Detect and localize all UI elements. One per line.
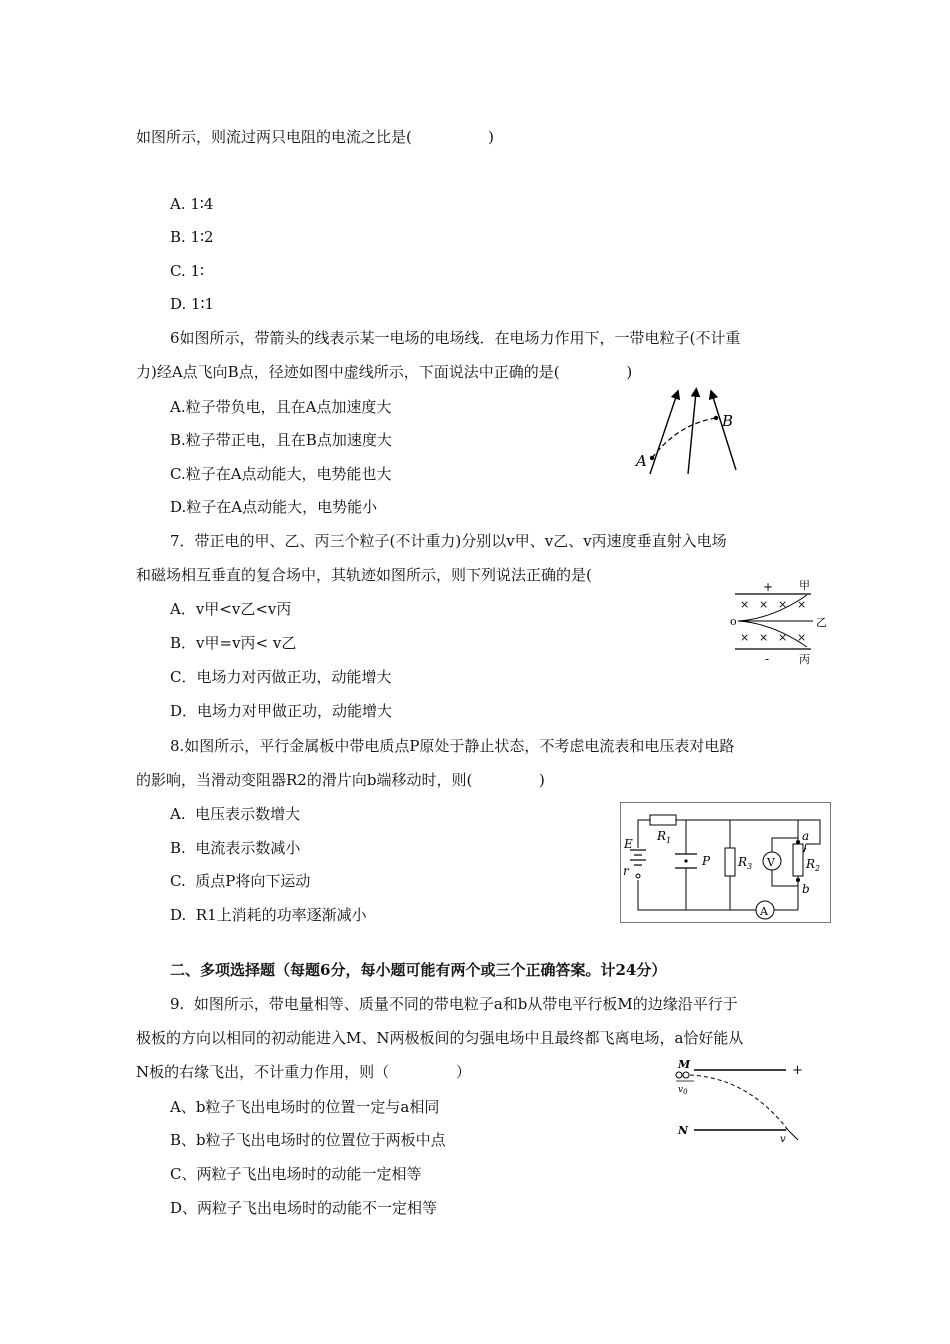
q8-option-c: C. 质点P将向下运动: [170, 872, 311, 890]
field-line-right: [712, 394, 736, 470]
field-cross: ×: [797, 631, 807, 644]
field-line-middle: [688, 392, 696, 474]
label-m: M: [678, 1058, 691, 1071]
terminal-a: [796, 840, 800, 844]
q6-field-lines-figure: [630, 388, 745, 478]
exit-velocity-arrow: [786, 1128, 798, 1140]
field-cross: ×: [759, 631, 769, 644]
q8-option-a: A. 电压表示数增大: [170, 805, 301, 823]
field-cross: ×: [759, 598, 769, 611]
resistor-r2: [793, 844, 803, 876]
q6-stem-line2: 力)经A点飞向B点，径迹如图中虚线所示，下面说法中正确的是( ): [136, 363, 633, 381]
label-e: E: [624, 837, 633, 851]
label-r2: $R_2$: [806, 857, 821, 873]
q6-option-a: A.粒子带负电，且在A点加速度大: [170, 398, 392, 416]
field-cross: ×: [740, 598, 750, 611]
particle-trajectory: [690, 1075, 788, 1130]
q7-option-d: D．电场力对甲做正功，动能增大: [170, 702, 393, 720]
circuit-wire: [638, 820, 650, 848]
q8-circuit-figure: [620, 802, 832, 924]
q5-option-c: C. 1∶: [170, 262, 204, 280]
label-n: N: [678, 1124, 689, 1137]
circuit-wire: [638, 880, 798, 910]
label-r1: $R_1$: [657, 829, 672, 845]
label-a: a: [802, 829, 810, 843]
label-v0: $v_0$: [678, 1085, 688, 1096]
q8-option-d: D. R1上消耗的功率逐渐减小: [170, 906, 367, 924]
point-a-label: A: [636, 452, 647, 470]
q9-stem-line2: 极板的方向以相同的初动能进入M、N两极板间的匀强电场中且最终都飞离电场，a恰好能从: [136, 1029, 744, 1047]
point-a-dot: [650, 456, 654, 460]
label-v: v: [780, 1134, 786, 1145]
internal-resistance-node: [636, 874, 640, 878]
point-b-dot: [714, 416, 718, 420]
q6-option-c: C.粒子在A点动能大，电势能也大: [170, 465, 392, 483]
q9-option-c: C、两粒子飞出电场时的动能一定相等: [170, 1165, 422, 1183]
q9-stem-line3: N板的右缘飞出，不计重力作用，则（ ）: [136, 1063, 471, 1081]
q9-option-b: B、b粒子飞出电场时的位置位于两板中点: [170, 1131, 446, 1149]
q5-option-b: B. 1∶2: [170, 228, 214, 246]
q8-option-b: B. 电流表示数减小: [170, 839, 301, 857]
particle-a: [676, 1072, 682, 1078]
minus-sign: -: [765, 652, 770, 666]
q9-option-d: D、两粒子飞出电场时的动能不一定相等: [170, 1199, 438, 1217]
q6-stem-line1: 6如图所示，带箭头的线表示某一电场的电场线．在电场力作用下，一带电粒子(不计重: [170, 329, 741, 347]
label-bing: 丙: [799, 653, 810, 666]
label-r3: $R_3$: [738, 855, 753, 871]
q5-option-d: D. 1∶1: [170, 295, 215, 313]
q7-stem-line1: 7．带正电的甲、乙、丙三个粒子(不计重力)分别以v甲、v乙、v丙速度垂直射入电场: [170, 532, 727, 550]
q9-stem-line1: 9. 如图所示，带电量相等、质量不同的带电粒子a和b从带电平行板M的边缘沿平行于: [170, 995, 738, 1013]
q7-composite-field-figure: [727, 577, 837, 665]
q8-stem-line1: 8.如图所示，平行金属板中带电质点P原处于静止状态，不考虑电流表和电压表对电路: [170, 737, 735, 755]
label-yi: 乙: [816, 616, 827, 629]
q6-option-d: D.粒子在A点动能大，电势能小: [170, 498, 378, 516]
particle-b: [683, 1072, 689, 1078]
q7-option-c: C．电场力对丙做正功，动能增大: [170, 668, 392, 686]
section2-title: 二、多项选择题（每题6分，每小题可能有两个或三个正确答案。计24分）: [170, 961, 667, 979]
resistor-r1: [650, 815, 676, 825]
q9-option-a: A、b粒子飞出电场时的位置一定与a相同: [170, 1098, 440, 1116]
field-cross: ×: [740, 631, 750, 644]
voltmeter-label: V: [767, 856, 775, 869]
field-cross: ×: [778, 598, 788, 611]
entry-point: o: [730, 615, 737, 628]
resistor-r3: [725, 848, 735, 876]
field-cross: ×: [778, 631, 788, 644]
q5-stem: 如图所示，则流过两只电阻的电流之比是( ): [136, 128, 494, 146]
terminal-b: [796, 878, 800, 882]
field-line-left: [650, 394, 677, 474]
ammeter-label: A: [760, 905, 768, 918]
field-cross: ×: [797, 598, 807, 611]
label-p: P: [702, 854, 711, 868]
point-b-label: B: [722, 412, 734, 430]
q6-option-b: B.粒子带正电，且在B点加速度大: [170, 431, 392, 449]
label-b: b: [802, 882, 810, 896]
q7-stem-line2: 和磁场相互垂直的复合场中，其轨迹如图所示，则下列说法正确的是(: [136, 566, 592, 584]
label-r: r: [623, 864, 629, 878]
label-jia: 甲: [799, 579, 810, 592]
q9-parallel-plates-figure: [668, 1056, 818, 1148]
plus-sign: +: [792, 1063, 803, 1078]
q7-option-b: B．v甲=v丙< v乙: [170, 634, 297, 652]
particle-p: [684, 859, 687, 862]
q7-option-a: A．v甲<v乙<v丙: [170, 600, 292, 618]
plus-sign: +: [763, 580, 774, 594]
q5-option-a: A. 1∶4: [170, 195, 214, 213]
q8-stem-line2: 的影响，当滑动变阻器R2的滑片向b端移动时，则( ): [136, 771, 545, 789]
